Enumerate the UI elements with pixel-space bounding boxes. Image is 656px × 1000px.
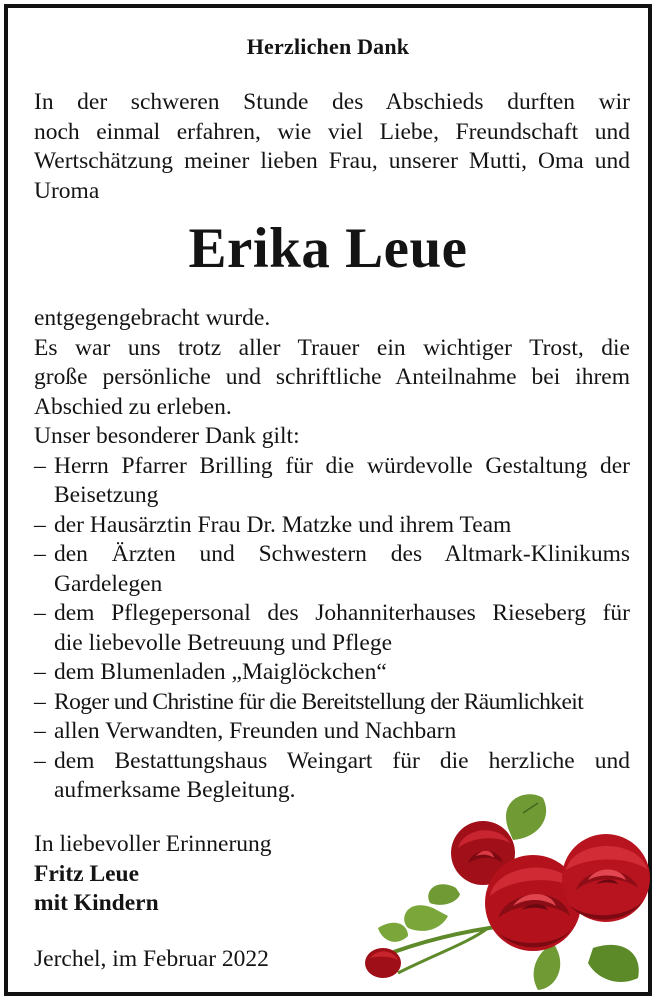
thanks-item	[34, 688, 630, 718]
thanks-line: dem Blumenladen „Maiglöckchen“	[54, 659, 387, 685]
intro-line: Wertschätzung meiner lieben Frau, unserer Mutti, Oma und	[34, 148, 630, 174]
signer-family: mit Kindern	[34, 890, 159, 916]
trost-line: Abschied zu erleben.	[34, 393, 232, 420]
thanks-line: allen Verwandten, Freunden und Nachbarn	[54, 718, 457, 744]
signer-name: Fritz Leue	[34, 860, 140, 887]
red-roses-icon	[338, 778, 656, 996]
deceased-name: Erika Leue	[188, 217, 468, 280]
intro-line: noch einmal erfahren, wie viel Liebe, Freundschaft und	[34, 118, 630, 145]
thanks-item	[34, 717, 630, 747]
dash: –	[34, 718, 46, 744]
dash: –	[34, 688, 46, 715]
thanks-line: Gardelegen	[54, 570, 163, 597]
dash: –	[34, 541, 46, 567]
intro-line: In der schweren Stunde des Abschieds durften wir	[34, 89, 630, 115]
message-body	[34, 304, 630, 806]
trost-line: Es war uns trotz aller Trauer ein wichtiger Trost, die	[34, 334, 630, 361]
thanks-item	[34, 658, 630, 688]
dash: –	[34, 600, 46, 626]
after-line: entgegengebracht wurde.	[34, 305, 271, 331]
thanks-line: der Hausärztin Frau Dr. Matzke und ihrem Team	[54, 511, 512, 538]
dash: –	[34, 747, 46, 774]
thanks-line: dem Pflegepersonal des Johanniterhauses Rieseberg für	[54, 600, 630, 626]
page-title: Herzlichen Dank	[246, 34, 410, 59]
thanks-line: die liebevolle Betreuung und Pflege	[54, 629, 393, 656]
thanks-item	[34, 511, 630, 541]
thanks-item	[34, 452, 630, 511]
intro-paragraph	[34, 88, 630, 206]
thanks-intro: Unser besonderer Dank gilt:	[34, 423, 300, 449]
thanks-line: Herrn Pfarrer Brilling für die würdevolle Gestaltung der	[54, 452, 630, 479]
thanks-item	[34, 599, 630, 658]
dash: –	[34, 452, 46, 479]
thanks-line: aufmerksame Begleitung.	[54, 777, 296, 803]
closing-block	[34, 830, 272, 919]
obituary-card	[4, 4, 652, 996]
trost-line: große persönliche und schriftliche Anteilnahme bei ihrem	[34, 364, 630, 390]
place-date: Jerchel, im Februar 2022	[34, 946, 269, 972]
dash: –	[34, 511, 46, 538]
closing-phrase: In liebevoller Erinnerung	[34, 831, 272, 857]
thanks-line: den Ärzten und Schwestern des Altmark-Klinikums	[54, 541, 630, 567]
dash: –	[34, 659, 46, 685]
thanks-line: Beisetzung	[54, 482, 159, 508]
thanks-line: dem Bestattungshaus Weingart für die herzliche und	[54, 747, 630, 774]
thanks-item	[34, 540, 630, 599]
thanks-line: Roger und Christine für die Bereitstellung der Räumlichkeit	[54, 688, 584, 715]
intro-line: Uroma	[34, 177, 100, 204]
